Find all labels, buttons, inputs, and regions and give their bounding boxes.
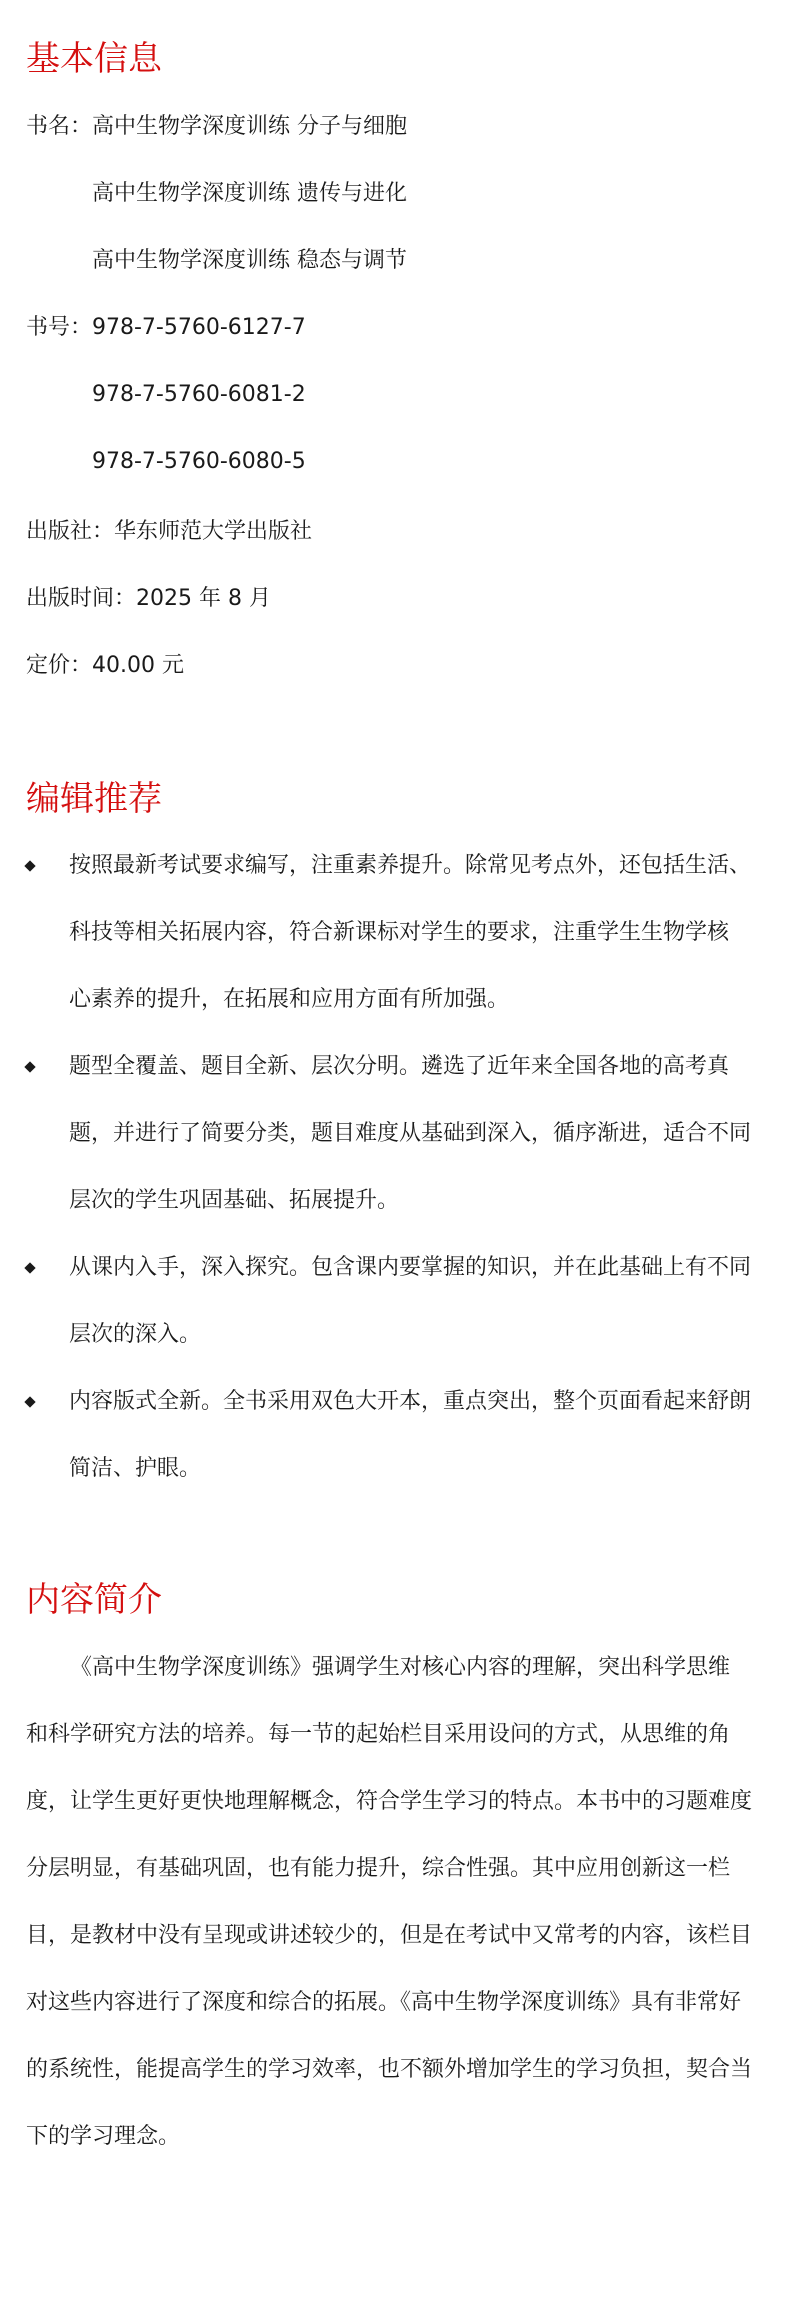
isbn-1: 978-7-5760-6127-7 bbox=[92, 315, 306, 340]
recommendation-item-4-line-1: 内容版式全新。全书采用双色大开本，重点突出，整个页面看起来舒朗 bbox=[69, 1389, 752, 1414]
bullet-icon bbox=[24, 1262, 35, 1273]
book-name-2: 高中生物学深度训练 遗传与进化 bbox=[92, 181, 407, 206]
book-name-3: 高中生物学深度训练 稳态与调节 bbox=[92, 248, 407, 273]
summary-line-5: 目，是教材中没有呈现或讲述较少的，但是在考试中又常考的内容，该栏目 bbox=[26, 1923, 753, 1948]
recommendation-heading: 编辑推荐 bbox=[26, 779, 162, 819]
recommendation-item-3-line-1: 从课内入手，深入探究。包含课内要掌握的知识，并在此基础上有不同 bbox=[69, 1255, 752, 1280]
isbn-label: 书号： bbox=[26, 315, 93, 340]
isbn-2: 978-7-5760-6081-2 bbox=[92, 382, 306, 407]
recommendation-item-2-line-1: 题型全覆盖、题目全新、层次分明。遴选了近年来全国各地的高考真 bbox=[69, 1054, 730, 1079]
summary-heading: 内容简介 bbox=[26, 1580, 162, 1620]
summary-line-3: 度，让学生更好更快地理解概念，符合学生学习的特点。本书中的习题难度 bbox=[26, 1789, 753, 1814]
publish-date-line: 出版时间：2025 年 8 月 bbox=[26, 586, 271, 611]
summary-line-6: 对这些内容进行了深度和综合的拓展。《高中生物学深度训练》具有非常好 bbox=[26, 1990, 742, 2015]
recommendation-item-1-line-1: 按照最新考试要求编写，注重素养提升。除常见考点外，还包括生活、 bbox=[69, 853, 752, 878]
recommendation-item-2-line-2: 题，并进行了简要分类，题目难度从基础到深入，循序渐进，适合不同 bbox=[69, 1121, 752, 1146]
recommendation-item-4-line-2: 简洁、护眼。 bbox=[69, 1456, 202, 1481]
bullet-icon bbox=[24, 860, 35, 871]
summary-line-7: 的系统性，能提高学生的学习效率，也不额外增加学生的学习负担，契合当 bbox=[26, 2057, 753, 2082]
recommendation-item-1-line-3: 心素养的提升，在拓展和应用方面有所加强。 bbox=[69, 987, 510, 1012]
bullet-icon bbox=[24, 1396, 35, 1407]
summary-line-1: 《高中生物学深度训练》强调学生对核心内容的理解，突出科学思维 bbox=[70, 1655, 731, 1680]
summary-line-2: 和科学研究方法的培养。每一节的起始栏目采用设问的方式，从思维的角 bbox=[26, 1722, 731, 1747]
recommendation-item-1-line-2: 科技等相关拓展内容，符合新课标对学生的要求，注重学生生物学核 bbox=[69, 920, 730, 945]
publisher-line: 出版社：华东师范大学出版社 bbox=[26, 519, 313, 544]
recommendation-item-2-line-3: 层次的学生巩固基础、拓展提升。 bbox=[69, 1188, 400, 1213]
summary-line-4: 分层明显，有基础巩固，也有能力提升，综合性强。其中应用创新这一栏 bbox=[26, 1856, 731, 1881]
book-name-1: 高中生物学深度训练 分子与细胞 bbox=[92, 114, 407, 139]
price-line: 定价：40.00 元 bbox=[26, 653, 184, 678]
recommendation-item-3-line-2: 层次的深入。 bbox=[69, 1322, 202, 1347]
summary-line-8: 下的学习理念。 bbox=[26, 2124, 181, 2149]
basic-info-heading: 基本信息 bbox=[26, 39, 162, 79]
bullet-icon bbox=[24, 1061, 35, 1072]
book-name-label: 书名： bbox=[26, 114, 93, 139]
isbn-3: 978-7-5760-6080-5 bbox=[92, 449, 306, 474]
